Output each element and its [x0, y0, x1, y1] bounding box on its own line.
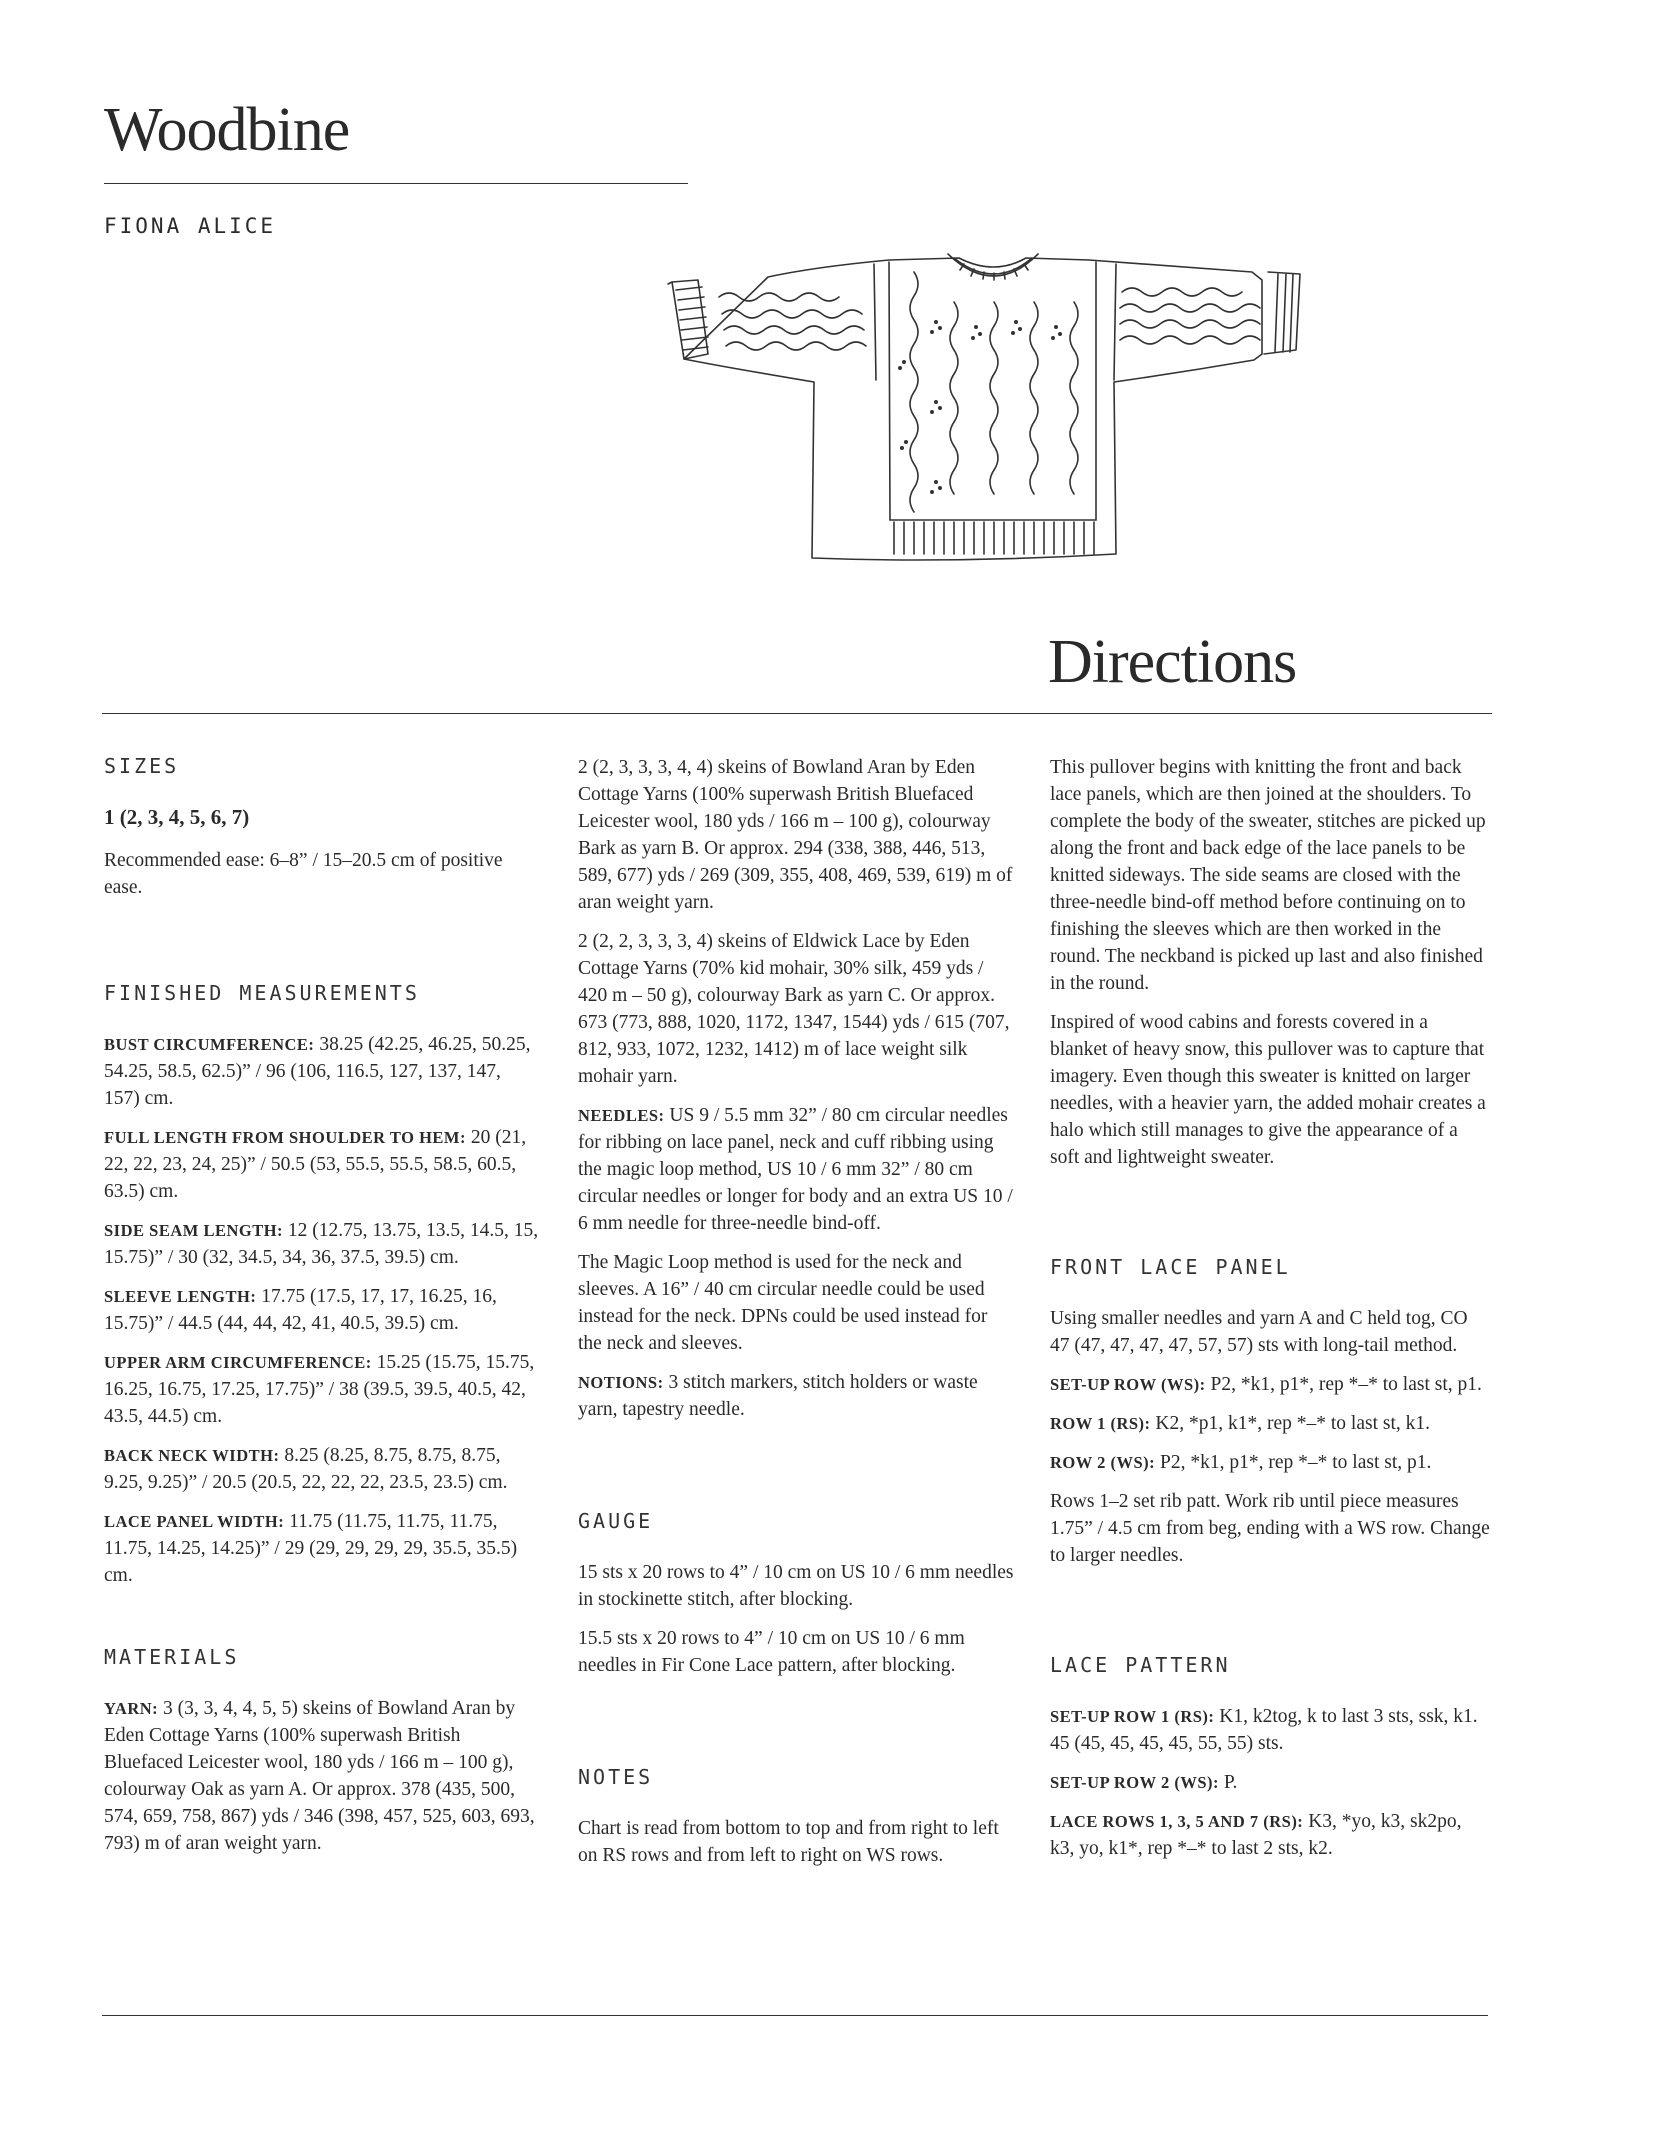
sizes-values: 1 (2, 3, 4, 5, 6, 7) — [104, 805, 250, 829]
intro-paragraph: This pullover begins with knitting the front and back lace panels, which are then joined at the shoulders. To complete the body of the sweater, stitches are picked up along the front and back edge of the lace panels to be knitted sideways. The side seams are closed with the three-needle bind-off method before continuing on to finishing the sleeves which are then worked in the round. The neckband is picked up last and also finished in the round. — [1050, 757, 1486, 994]
designer-name: FIONA ALICE — [104, 214, 277, 238]
section-divider — [102, 713, 1492, 714]
measurement-item: BACK NECK WIDTH: 8.25 (8.25, 8.75, 8.75, 8.75, 9.25, 9.25)” / 20.5 (20.5, 22, 22, 22, 23.5, 23.5) cm. — [104, 1445, 508, 1493]
measurement-item: SLEEVE LENGTH: 17.75 (17.5, 17, 17, 16.25, 16, 15.75)” / 44.5 (44, 44, 42, 41, 40.5, 39.5) cm. — [104, 1286, 497, 1334]
notes-text: Chart is read from bottom to top and from right to left on RS rows and from left to right on WS rows. — [578, 1818, 999, 1866]
magic-loop-text: The Magic Loop method is used for the neck and sleeves. A 16” / 40 cm circular needle could be used instead for the neck. DPNs could be used instead for the neck and sleeves. — [578, 1252, 988, 1354]
measurement-item: LACE PANEL WIDTH: 11.75 (11.75, 11.75, 11.75, 11.75, 14.25, 14.25)” / 29 (29, 29, 29, 29, 35.5, 35.5) cm. — [104, 1511, 518, 1586]
materials-heading: MATERIALS — [104, 1645, 240, 1669]
lace-setup-row-1: SET-UP ROW 1 (RS): K1, k2tog, k to last 3 sts, ssk, k1. 45 (45, 45, 45, 45, 55, 55) sts. — [1050, 1706, 1478, 1754]
gauge-heading: GAUGE — [578, 1509, 654, 1533]
measurement-item: FULL LENGTH FROM SHOULDER TO HEM: 20 (21, 22, 22, 23, 24, 25)” / 50.5 (53, 55.5, 55.5, 58.5, 60.5, 63.5) cm. — [104, 1127, 527, 1202]
measurement-item: SIDE SEAM LENGTH: 12 (12.75, 13.75, 13.5, 14.5, 15, 15.75)” / 30 (32, 34.5, 34, 36, 37.5, 39.5) cm. — [104, 1220, 539, 1268]
footer-divider — [102, 2015, 1488, 2016]
measurement-item: BUST CIRCUMFERENCE: 38.25 (42.25, 46.25, 50.25, 54.25, 58.5, 62.5)” / 96 (106, 116.5, 127, 137, 147, 157) cm. — [104, 1034, 531, 1109]
measurement-item: UPPER ARM CIRCUMFERENCE: 15.25 (15.75, 15.75, 16.25, 16.75, 17.25, 17.75)” / 38 (39.5, 39.5, 40.5, 42, 43.5, 44.5) cm. — [104, 1352, 535, 1427]
directions-heading: Directions — [1048, 628, 1297, 696]
setup-row-text: SET-UP ROW (WS): P2, *k1, p1*, rep *–* to last st, p1. — [1050, 1374, 1482, 1395]
front-lace-panel-heading: FRONT LACE PANEL — [1050, 1255, 1291, 1279]
needles-text: NEEDLES: US 9 / 5.5 mm 32” / 80 cm circular needles for ribbing on lace panel, neck and cuff ribbing using the magic loop method, US 10 / 6 mm 32” / 80 cm circular needles or longer for body and an extra US 10 / 6 mm needle for three-needle bind-off. — [578, 1105, 1013, 1234]
lace-rows-text: LACE ROWS 1, 3, 5 AND 7 (RS): K3, *yo, k3, sk2po, k3, yo, k1*, rep *–* to last 2 sts, k2. — [1050, 1811, 1462, 1859]
ease-text: Recommended ease: 6–8” / 15–20.5 cm of positive ease. — [104, 850, 503, 898]
lace-setup-row-2: SET-UP ROW 2 (WS): P. — [1050, 1772, 1238, 1793]
row-2-text: ROW 2 (WS): P2, *k1, p1*, rep *–* to last st, p1. — [1050, 1452, 1432, 1473]
column-left — [104, 754, 540, 1869]
sizes-heading: SIZES — [104, 754, 180, 778]
row-1-text: ROW 1 (RS): K2, *p1, k1*, rep *–* to last st, k1. — [1050, 1413, 1431, 1434]
gauge-lace: 15.5 sts x 20 rows to 4” / 10 cm on US 10 / 6 mm needles in Fir Cone Lace pattern, after blocking. — [578, 1628, 965, 1676]
pattern-title: Woodbine — [104, 96, 350, 164]
title-divider — [104, 183, 688, 184]
finished-measurements-heading: FINISHED MEASUREMENTS — [104, 981, 420, 1005]
sweater-line-drawing-icon — [664, 242, 1330, 564]
notes-heading: NOTES — [578, 1765, 654, 1789]
gauge-stockinette: 15 sts x 20 rows to 4” / 10 cm on US 10 / 6 mm needles in stockinette stitch, after blocking. — [578, 1562, 1014, 1610]
column-middle — [578, 754, 1014, 1881]
rib-text: Rows 1–2 set rib patt. Work rib until piece measures 1.75” / 4.5 cm from beg, ending with a WS row. Change to larger needles. — [1050, 1491, 1490, 1566]
notions-text: NOTIONS: 3 stitch markers, stitch holders or waste yarn, tapestry needle. — [578, 1372, 978, 1420]
column-right — [1050, 754, 1490, 1874]
yarn-c-text: 2 (2, 2, 3, 3, 3, 4) skeins of Eldwick Lace by Eden Cottage Yarns (70% kid mohair, 30% silk, 459 yds / 420 m – 50 g), colourway Bark as yarn C. Or approx. 673 (773, 888, 1020, 1172, 1347, 1544) yds / 615 (707, 812, 933, 1072, 1232, 1412) m of lace weight silk mohair yarn. — [578, 931, 1010, 1087]
yarn-a-text: YARN: 3 (3, 3, 4, 4, 5, 5) skeins of Bowland Aran by Eden Cottage Yarns (100% superwash British Bluefaced Leicester wool, 180 yds / 166 m – 100 g), colourway Oak as yarn A. Or approx. 378 (435, 500, 574, 659, 758, 867) yds / 346 (398, 457, 525, 603, 693, 793) m of aran weight yarn. — [104, 1698, 535, 1854]
inspiration-paragraph: Inspired of wood cabins and forests covered in a blanket of heavy snow, this pullover was to capture that imagery. Even though this sweater is knitted on larger needles, with a heavier yarn, the added mohair creates a halo which still manages to give the appearance of a soft and lightweight sweater. — [1050, 1012, 1486, 1168]
lace-pattern-heading: LACE PATTERN — [1050, 1653, 1231, 1677]
yarn-b-text: 2 (2, 3, 3, 3, 4, 4) skeins of Bowland Aran by Eden Cottage Yarns (100% superwash British Bluefaced Leicester wool, 180 yds / 166 m – 100 g), colourway Bark as yarn B. Or approx. 294 (338, 388, 446, 513, 589, 677) yds / 269 (309, 355, 408, 469, 539, 619) m of aran weight yarn. — [578, 757, 1013, 913]
cast-on-text: Using smaller needles and yarn A and C held tog, CO 47 (47, 47, 47, 47, 57, 57) sts with long-tail method. — [1050, 1308, 1468, 1356]
